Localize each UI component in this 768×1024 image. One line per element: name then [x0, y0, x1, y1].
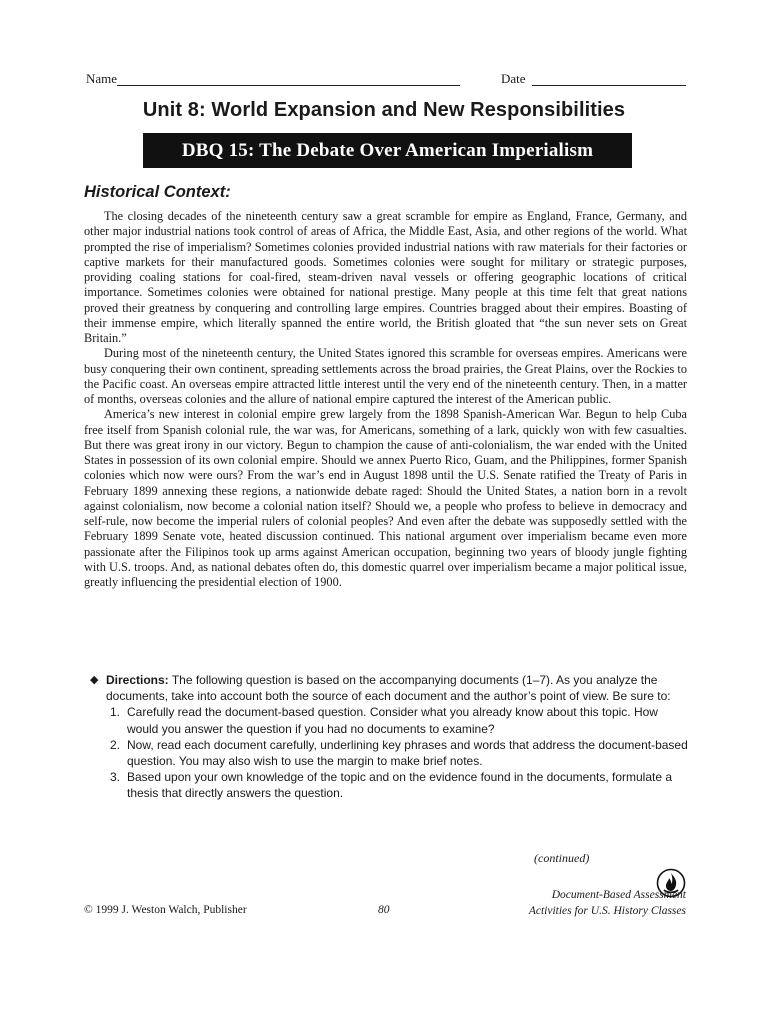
step-number: 1. [110, 705, 121, 720]
book-title-line: Document-Based Assessment [551, 889, 686, 901]
context-paragraph: During most of the nineteenth century, the United States ignored this scramble for overseas empires. Americans were busy conquering their own continent, spreading settlements across the broad prairies, the Great Plains, over the Rockies to the Pacific coast. An overseas empire attracted little interest until the very end of the nineteenth century. Then, in a matter of months, overseas colonies and the allure of national empire captured the interest of the American public. [84, 346, 687, 406]
directions-intro [90, 672, 688, 704]
historical-context-heading: Historical Context: [84, 183, 231, 201]
directions-steps [90, 704, 688, 801]
historical-context-body [84, 209, 687, 590]
book-title-line: Activities for U.S. History Classes [528, 905, 686, 917]
name-label: Name [86, 71, 118, 86]
date-label: Date [501, 71, 526, 86]
name-date-line [86, 71, 686, 89]
list-item [90, 769, 688, 801]
copyright: © 1999 J. Weston Walch, Publisher [84, 904, 247, 916]
context-paragraph: America’s new interest in colonial empire grew largely from the 1898 Spanish-American War. Begun to help Cuba free itself from Spanish colonial rule, the war was, for Americans, something of a lark, quickly won with few casualties. But there was great irony in our victory. Begun to champion the cause of anti-colonialism, the war ended with the United States in possession of its own colonial empire. Should we annex Puerto Rico, Guam, and the Philippines, former Spanish colonies which now were ours? From the war’s end in August 1898 until the U.S. Senate ratified the Treaty of Paris in February 1899 annexing these regions, a nationwide debate raged: Should the United States, a nation born in a revolt against colonialism, now become a colonial nation itself? Should we, a people who profess to believe in democracy and self-rule, now become the imperial rulers of colonial peoples? And even after the debate was supposedly settled with the February 1899 Senate vote, heated discussion continued. This national argument over imperialism became even more passionate after the Filipinos took up arms against American occupation, beginning two years of bloody jungle fighting with U.S. troops. And, as national debates often do, this domestic quarrel over imperialism became a major political issue, greatly influencing the presidential election of 1900. [84, 407, 687, 589]
step-text: Based upon your own knowledge of the topic and on the evidence found in the documents, formulate a thesis that directly answers the question. [127, 770, 673, 801]
list-item [90, 704, 688, 736]
list-item [90, 737, 688, 769]
step-number: 2. [110, 737, 121, 752]
continued-note: (continued) [534, 851, 590, 865]
directions-label: Directions: [106, 673, 169, 687]
dbq-title-banner [143, 133, 632, 168]
diamond-bullet-icon: ◆ [90, 674, 99, 686]
step-number: 3. [110, 770, 121, 785]
name-field-line [117, 85, 460, 86]
step-text: Carefully read the document-based question. Consider what you already know about this topic. How would you answer the question if you had no documents to examine? [127, 705, 658, 736]
context-paragraph: The closing decades of the nineteenth century saw a great scramble for empire as England, France, Germany, and other major industrial nations took control of areas of Africa, the Middle East, Asia, and other regions of the world. What prompted the rise of imperialism? Sometimes colonies provided industrial nations with raw materials for their factories or captive markets for their manufactured goods. Sometimes colonies were sought for military or strategic purposes, providing coaling stations for coal-fired, steam-driven naval vessels or offering geographic locations of critical importance. Sometimes colonies were obtained for national prestige. Many people at this time felt that great nations proved their greatness by conquering and controlling large empires. Countries bragged about their empires. Boasting of their immense empire, which literally spanned the entire world, the British gloated that “the sun never sets on Great Britain.” [84, 209, 687, 345]
directions-intro-text: The following question is based on the accompanying documents (1–7). As you analyze the documents, take into account both the source of each document and the author’s point of view. Be sure to: [106, 673, 671, 704]
directions-section [90, 672, 688, 802]
book-title [470, 887, 686, 919]
page-number: 80 [378, 904, 390, 916]
dbq-title: DBQ 15: The Debate Over American Imperialism [181, 139, 594, 161]
unit-title: Unit 8: World Expansion and New Responsibilities [142, 99, 626, 121]
date-field-line [532, 85, 686, 86]
step-text: Now, read each document carefully, underlining key phrases and words that address the document-based question. You may also wish to use the margin to make brief notes. [127, 737, 688, 769]
